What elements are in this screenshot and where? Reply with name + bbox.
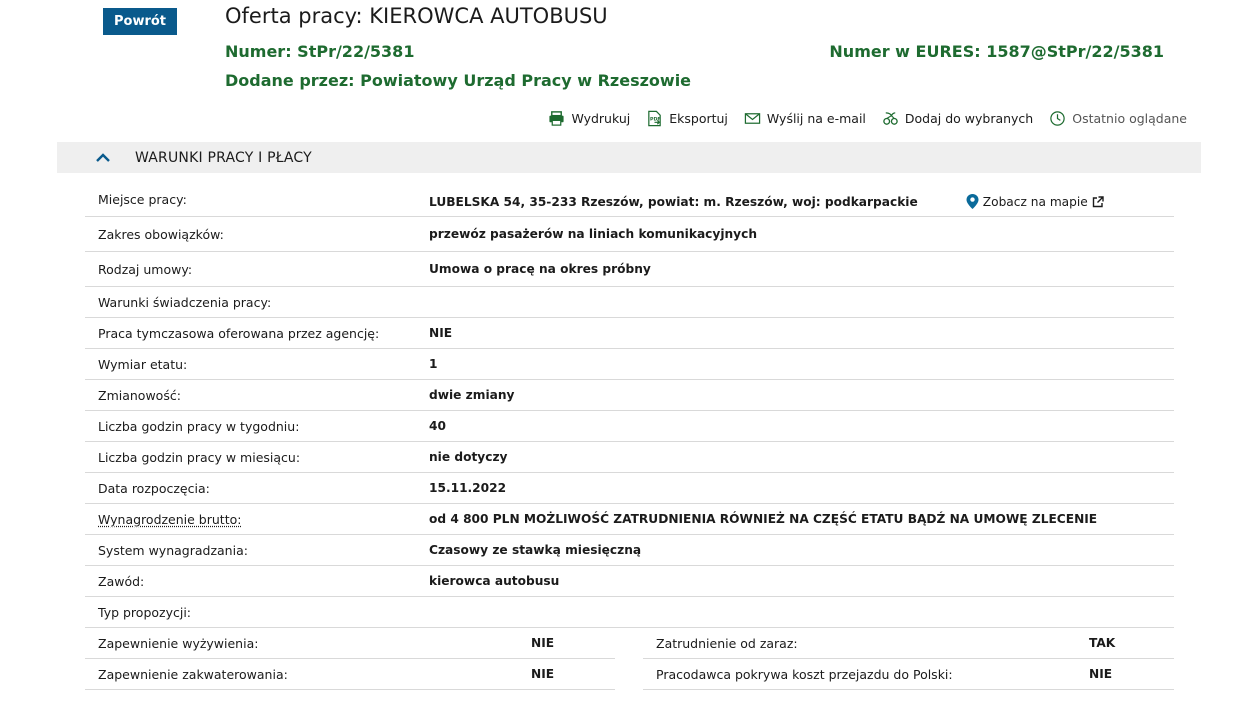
split-row [85,659,1174,690]
clock-icon [1049,110,1066,127]
table-row [85,183,1174,217]
table-row [85,504,1174,535]
row-value: NIE [531,667,555,681]
row-label: Liczba godzin pracy w tygodniu: [98,418,300,434]
table-row [85,380,1174,411]
offer-number-label: Numer: [225,42,298,61]
favorite-label: Dodaj do wybranych [904,111,1034,126]
row-value: LUBELSKA 54, 35-233 Rzeszów, powiat: m. Rzeszów, woj: podkarpackie [429,194,918,209]
table-row [85,566,1174,597]
email-action[interactable] [744,110,866,127]
map-pin-icon [966,194,979,209]
table-row [85,318,1174,349]
envelope-icon [744,110,761,127]
row-value: dwie zmiany [429,388,515,402]
added-by-value: Powiatowy Urząd Pracy w Rzeszowie [360,71,692,90]
table-row [85,349,1174,380]
table-row [85,442,1174,473]
split-cell-right [643,659,1174,690]
row-value: 1 [429,357,438,371]
pdf-export-icon [646,110,663,127]
row-label: System wynagradzania: [98,542,248,558]
row-label: Zapewnienie zakwaterowania: [98,666,288,682]
row-value: 40 [429,419,446,433]
row-value: Umowa o pracę na okres próbny [429,262,651,276]
row-label: Pracodawca pokrywa koszt przejazdu do Polski: [656,666,953,682]
row-value: NIE [429,326,453,340]
salary-label-abbr[interactable]: Wynagrodzenie brutto: [98,511,242,527]
row-value: 15.11.2022 [429,481,507,495]
svg-text:PDF: PDF [650,117,661,123]
printer-icon [548,110,565,127]
table-row [85,411,1174,442]
row-value: nie dotyczy [429,450,508,464]
split-cell-right [643,628,1174,659]
eures-number-label: Numer w EURES: [829,42,987,61]
map-link[interactable] [966,194,1104,209]
row-value: NIE [531,636,555,650]
action-toolbar [548,110,1187,127]
export-label: Eksportuj [669,111,728,126]
eures-number [829,42,1164,61]
added-by-label: Dodane przez: [225,71,361,90]
split-cell-left [85,659,615,690]
row-label [85,512,429,527]
row-value: przewóz pasażerów na liniach komunikacyjnych [429,227,758,241]
map-link-label: Zobacz na mapie [982,194,1088,209]
favorite-action[interactable] [882,110,1033,127]
row-label: Miejsce pracy: [98,192,187,207]
cherries-icon [882,110,899,127]
row-label: Typ propozycji: [98,604,192,620]
back-button[interactable]: Powrót [103,8,177,35]
recent-action[interactable] [1049,110,1187,127]
split-row [85,628,1174,659]
recent-label: Ostatnio oglądane [1072,111,1187,126]
table-row [85,473,1174,504]
row-value: kierowca autobusu [429,574,560,588]
row-label: Zapewnienie wyżywienia: [98,635,259,651]
row-value: NIE [1089,667,1113,681]
row-label: Data rozpoczęcia: [98,480,210,496]
table-row [85,217,1174,252]
email-label: Wyślij na e-mail [766,111,866,126]
print-label: Wydrukuj [571,111,631,126]
eures-number-value: 1587@StPr/22/5381 [986,42,1164,61]
row-label: Wymiar etatu: [98,356,188,372]
row-label: Zmianowość: [98,387,181,403]
chevron-up-icon[interactable] [95,150,111,166]
row-label: Praca tymczasowa oferowana przez agencję: [98,325,380,341]
row-label: Rodzaj umowy: [98,261,193,277]
offer-number-value: StPr/22/5381 [297,42,415,61]
table-row [85,252,1174,287]
offer-number [225,42,414,61]
external-link-icon [1092,196,1104,208]
row-label: Zakres obowiązków: [98,226,224,242]
section-title: WARUNKI PRACY I PŁACY [135,149,312,166]
row-label: Zatrudnienie od zaraz: [656,635,798,651]
page-title: Oferta pracy: KIEROWCA AUTOBUSU [225,4,608,28]
row-value: TAK [1089,636,1116,650]
table-row [85,597,1174,628]
split-cell-left [85,628,615,659]
row-label: Warunki świadczenia pracy: [98,294,272,310]
added-by [225,71,691,90]
export-action[interactable] [646,110,728,127]
row-value: od 4 800 PLN MOŻLIWOŚĆ ZATRUDNIENIA RÓWNIEŻ NA CZĘŚĆ ETATU BĄDŹ NA UMOWĘ ZLECENIE [429,512,1098,526]
table-row [85,535,1174,566]
table-row [85,287,1174,318]
row-value: Czasowy ze stawką miesięczną [429,543,642,557]
row-label: Zawód: [98,573,145,589]
details-table [85,183,1174,690]
row-label: Liczba godzin pracy w miesiącu: [98,449,301,465]
print-action[interactable] [548,110,630,127]
section-header[interactable] [57,142,1201,173]
